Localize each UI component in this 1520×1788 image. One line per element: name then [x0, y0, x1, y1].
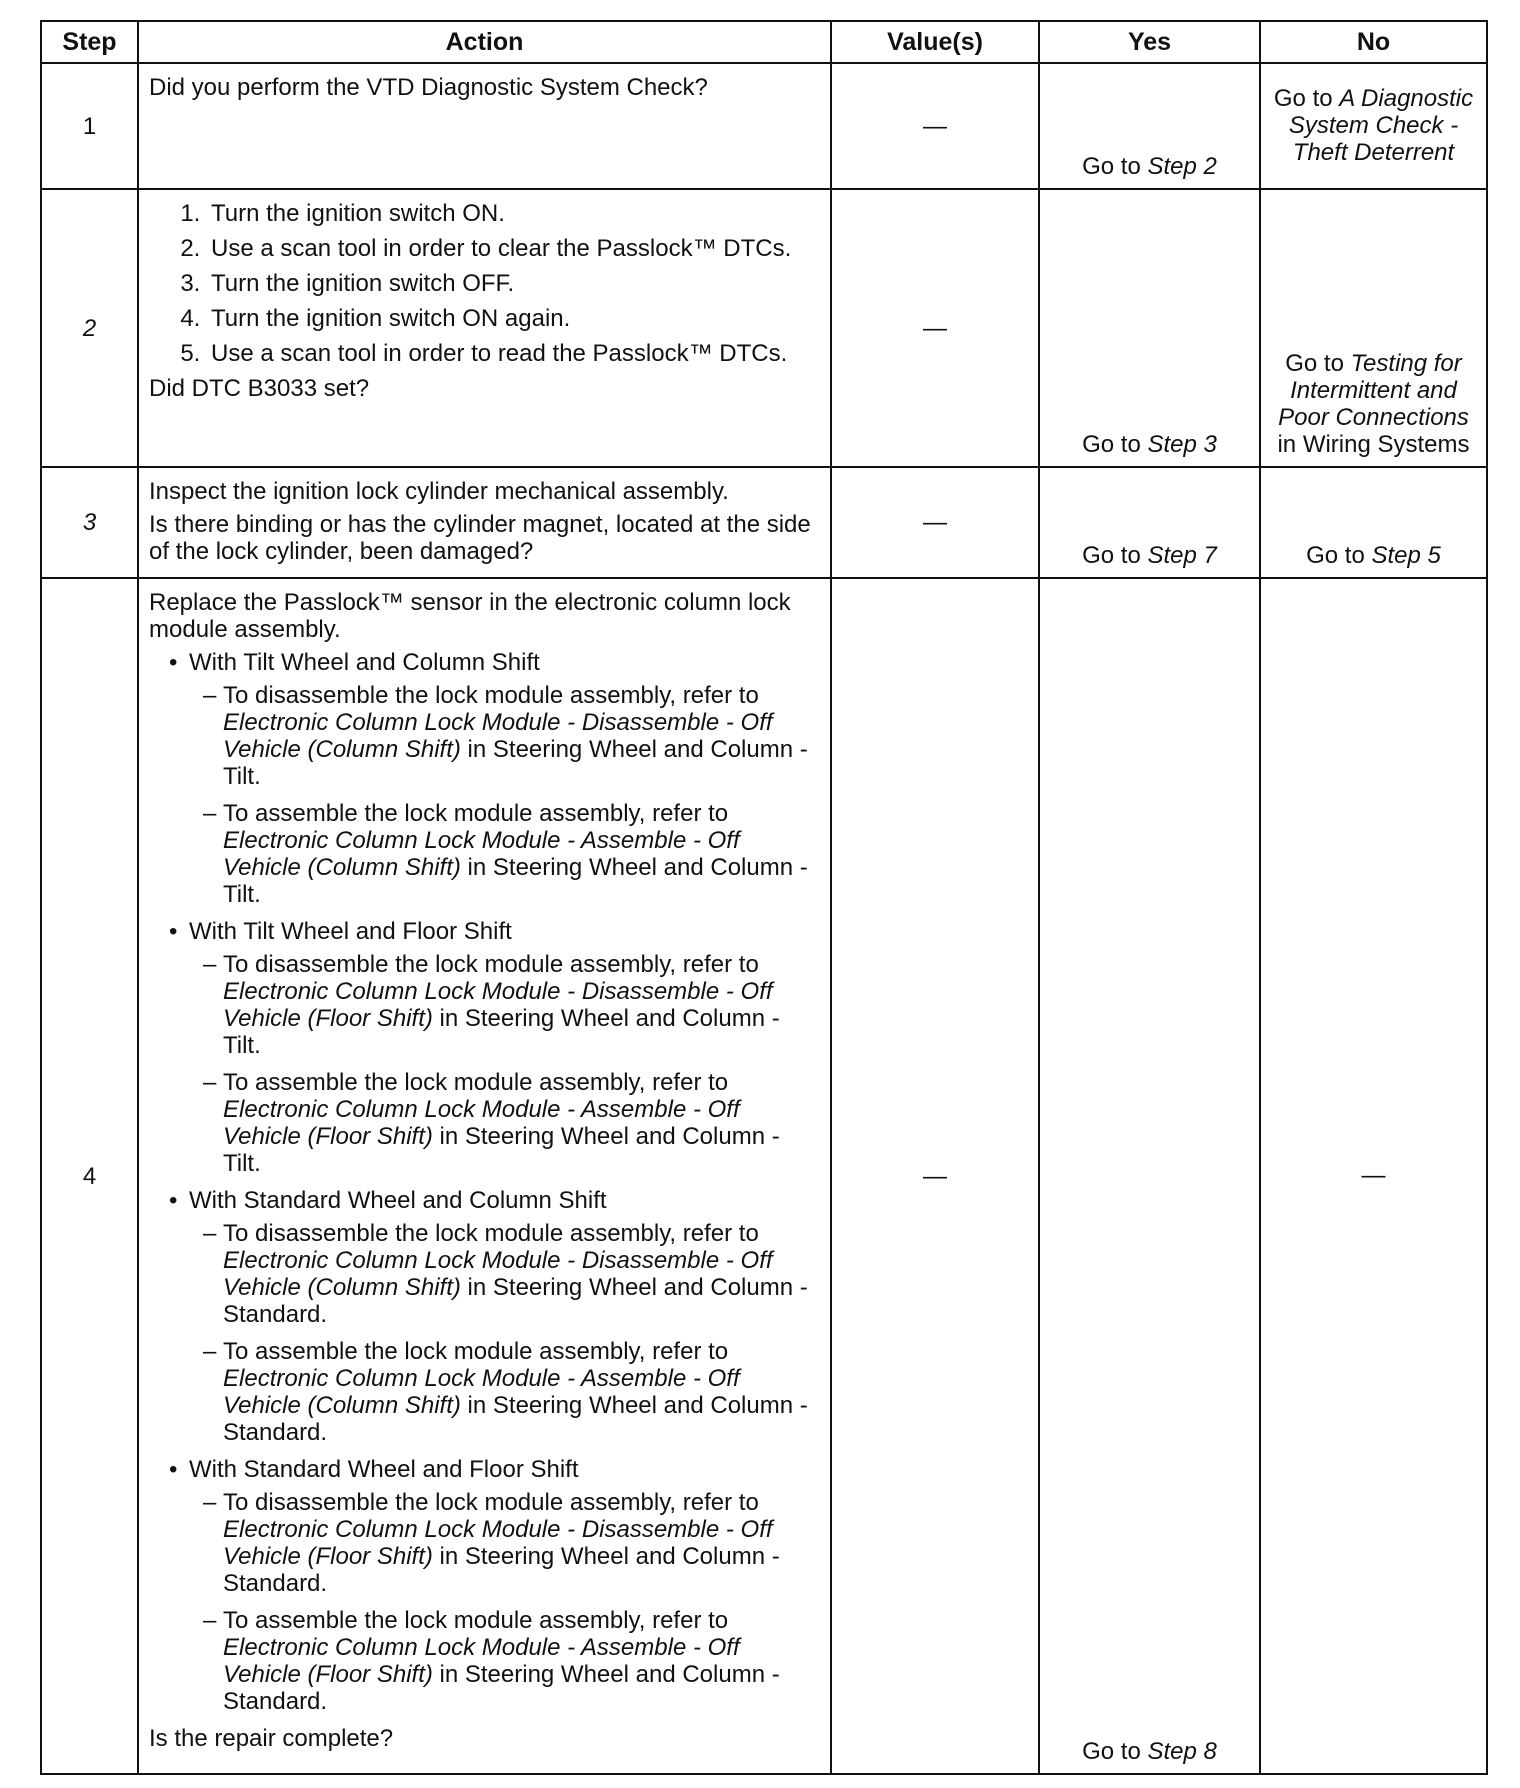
ref-link[interactable]: Electronic Column Lock Module - Disassemble - Off Vehicle (Floor Shift) [223, 978, 773, 1032]
no-link[interactable]: Testing for Intermittent and Poor Connections [1278, 350, 1469, 431]
procedure-step: 3. Turn the ignition switch OFF. [207, 270, 820, 297]
ref-prefix: To assemble the lock module assembly, refer to [223, 800, 729, 827]
value-cell: — [831, 63, 1039, 189]
no-prefix: Go to [1273, 84, 1340, 112]
configuration-title: With Standard Wheel and Floor Shift [189, 1456, 579, 1483]
yes-prefix: Go to [1082, 1738, 1148, 1765]
configuration-item [189, 1187, 820, 1446]
ref-prefix: To disassemble the lock module assembly, refer to [223, 682, 759, 709]
configuration-title: With Tilt Wheel and Floor Shift [189, 918, 512, 945]
table-row-step-1 [41, 63, 1487, 189]
no-cell [1260, 189, 1487, 467]
procedure-ref [223, 951, 820, 1059]
procedure-refs [189, 1489, 820, 1715]
header-values: Value(s) [831, 21, 1039, 63]
action-question: Did you perform the VTD Diagnostic System Check? [149, 74, 708, 101]
yes-link[interactable]: Step 3 [1147, 431, 1217, 458]
ref-suffix: in Steering Wheel and Column - Tilt. [223, 854, 808, 908]
header-action: Action [138, 21, 831, 63]
action-question: Is there binding or has the cylinder magnet, located at the side of the lock cylinder, been damaged? [149, 511, 811, 565]
procedure-refs [189, 951, 820, 1177]
step-number: 1 [41, 63, 138, 189]
procedure-step: 1. Turn the ignition switch ON. [207, 200, 820, 227]
configuration-item [189, 918, 820, 1177]
value-cell: — [831, 189, 1039, 467]
action-question: Did DTC B3033 set? [149, 375, 370, 402]
yes-cell [1039, 63, 1260, 189]
procedure-ref [223, 1607, 820, 1715]
no-prefix: Go to [1306, 542, 1372, 569]
yes-cell [1039, 578, 1260, 1774]
procedure-ref [223, 1220, 820, 1328]
yes-link[interactable]: Step 8 [1147, 1738, 1217, 1765]
ref-prefix: To assemble the lock module assembly, refer to [223, 1607, 729, 1634]
ref-suffix: in Steering Wheel and Column - Standard. [223, 1543, 780, 1597]
table-row-step-3 [41, 467, 1487, 578]
ref-suffix: in Steering Wheel and Column - Standard. [223, 1392, 808, 1446]
procedure-ref [223, 1489, 820, 1597]
yes-prefix: Go to [1082, 153, 1148, 180]
procedure-refs [189, 1220, 820, 1446]
action-cell [138, 63, 831, 189]
action-instruction: Inspect the ignition lock cylinder mechanical assembly. [149, 478, 729, 505]
value-cell: — [831, 578, 1039, 1774]
no-link[interactable]: Step 5 [1371, 542, 1441, 569]
procedure-ref [223, 1338, 820, 1446]
no-prefix: Go to [1285, 350, 1351, 377]
ref-prefix: To disassemble the lock module assembly, refer to [223, 1489, 759, 1516]
ref-prefix: To assemble the lock module assembly, refer to [223, 1338, 729, 1365]
yes-cell [1039, 189, 1260, 467]
procedure-step: 4. Turn the ignition switch ON again. [207, 305, 820, 332]
table-row-step-2 [41, 189, 1487, 467]
no-cell: — [1260, 578, 1487, 1774]
action-question: Is the repair complete? [149, 1725, 394, 1752]
procedure-ref [223, 800, 820, 908]
ref-link[interactable]: Electronic Column Lock Module - Assemble - Off Vehicle (Floor Shift) [223, 1096, 740, 1150]
header-no: No [1260, 21, 1487, 63]
step-number-text: 3 [82, 509, 97, 536]
header-row [41, 21, 1487, 63]
diagnostic-table [40, 20, 1488, 1775]
procedure-ref [223, 682, 820, 790]
ref-link[interactable]: Electronic Column Lock Module - Disassemble - Off Vehicle (Floor Shift) [223, 1516, 773, 1570]
ref-prefix: To assemble the lock module assembly, refer to [223, 1069, 729, 1096]
action-intro: Replace the Passlock™ sensor in the electronic column lock module assembly. [149, 589, 791, 643]
yes-link[interactable]: Step 2 [1147, 153, 1217, 180]
ref-link[interactable]: Electronic Column Lock Module - Assemble - Off Vehicle (Column Shift) [223, 1365, 740, 1419]
configuration-item [189, 649, 820, 908]
configuration-item [189, 1456, 820, 1715]
procedure-list [149, 200, 820, 367]
ref-link[interactable]: Electronic Column Lock Module - Disassemble - Off Vehicle (Column Shift) [223, 1247, 773, 1301]
yes-prefix: Go to [1082, 431, 1148, 458]
configuration-title: With Standard Wheel and Column Shift [189, 1187, 607, 1214]
configuration-list [149, 649, 820, 1715]
procedure-ref [223, 1069, 820, 1177]
procedure-step: 2. Use a scan tool in order to clear the Passlock™ DTCs. [207, 235, 820, 262]
ref-suffix: in Steering Wheel and Column - Standard. [223, 1661, 780, 1715]
ref-prefix: To disassemble the lock module assembly, refer to [223, 951, 759, 978]
value-cell: — [831, 467, 1039, 578]
ref-suffix: in Steering Wheel and Column - Tilt. [223, 1005, 780, 1059]
ref-suffix: in Steering Wheel and Column - Tilt. [223, 736, 808, 790]
procedure-step: 5. Use a scan tool in order to read the Passlock™ DTCs. [207, 340, 820, 367]
ref-suffix: in Steering Wheel and Column - Tilt. [223, 1123, 780, 1177]
yes-prefix: Go to [1082, 542, 1148, 569]
no-cell [1260, 467, 1487, 578]
header-yes: Yes [1039, 21, 1260, 63]
table-row-step-4 [41, 578, 1487, 1774]
step-number: 4 [41, 578, 138, 1774]
no-link[interactable]: A Diagnostic System Check - Theft Deterrent [1288, 84, 1474, 166]
header-step: Step [41, 21, 138, 63]
yes-link[interactable]: Step 7 [1147, 542, 1217, 569]
ref-prefix: To disassemble the lock module assembly, refer to [223, 1220, 759, 1247]
ref-link[interactable]: Electronic Column Lock Module - Assemble - Off Vehicle (Column Shift) [223, 827, 740, 881]
no-cell [1260, 63, 1487, 189]
procedure-refs [189, 682, 820, 908]
step-number [41, 467, 138, 578]
configuration-title: With Tilt Wheel and Column Shift [189, 649, 540, 676]
step-number [41, 189, 138, 467]
action-cell [138, 189, 831, 467]
ref-link[interactable]: Electronic Column Lock Module - Disassemble - Off Vehicle (Column Shift) [223, 709, 773, 763]
no-suffix: in Wiring Systems [1277, 431, 1470, 458]
yes-cell [1039, 467, 1260, 578]
step-number-text: 2 [82, 314, 97, 342]
action-cell [138, 578, 831, 1774]
ref-suffix: in Steering Wheel and Column - Standard. [223, 1274, 808, 1328]
ref-link[interactable]: Electronic Column Lock Module - Assemble - Off Vehicle (Floor Shift) [223, 1634, 740, 1688]
action-cell [138, 467, 831, 578]
